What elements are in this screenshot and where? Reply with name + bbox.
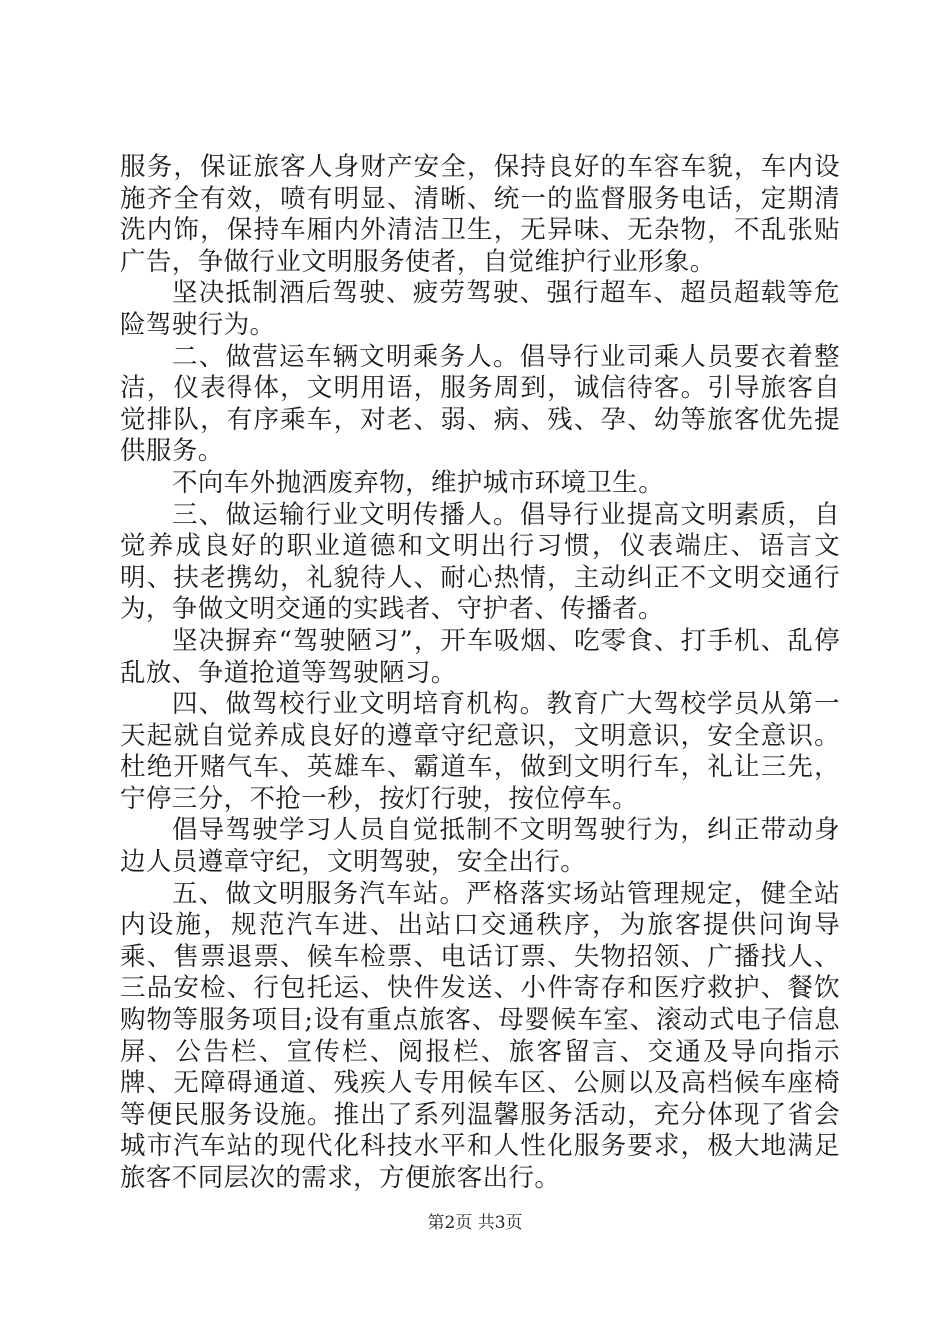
paragraph: 坚决抵制酒后驾驶、疲劳驾驶、强行超车、超员超载等危险驾驶行为。 [120,278,840,340]
paragraph-section-two: 二、做营运车辆文明乘务人。倡导行业司乘人员要衣着整洁，仪表得体，文明用语，服务周到，诚信待客。引导旅客自觉排队，有序乘车，对老、弱、病、残、孕、幼等旅客优先提供服务。 [120,341,840,467]
paragraph-continuation: 服务，保证旅客人身财产安全，保持良好的车容车貌，车内设施齐全有效，喷有明显、清晰、统一的监督服务电话，定期清洗内饰，保持车厢内外清洁卫生，无异味、无杂物，不乱张贴广告，争做行业文明服务使者，自觉维护行业形象。 [120,152,840,277]
paragraph-section-three: 三、做运输行业文明传播人。倡导行业提高文明素质，自觉养成良好的职业道德和文明出行习惯，仪表端庄、语言文明、扶老携幼，礼貌待人、耐心热情，主动纠正不文明交通行为，争做文明交通的实践者、守护者、传播者。 [120,499,840,625]
paragraph: 不向车外抛洒废弃物，维护城市环境卫生。 [172,467,665,498]
paragraph-section-five: 五、做文明服务汽车站。严格落实场站管理规定，健全站内设施，规范汽车进、出站口交通秩序，为旅客提供问询导乘、售票退票、候车检票、电话订票、失物招领、广播找人、三品安检、行包托运、快件发送、小件寄存和医疗救护、餐饮购物等服务项目;设有重点旅客、母婴候车室、滚动式电子信息屏、公告栏、宣传栏、阅报栏、旅客留言、交通及导向指示牌、无障碍通道、残疾人专用候车区、公厕以及高档候车座椅等便民服务设施。推出了系列温馨服务活动，充分体现了省会城市汽车站的现代化科技水平和人性化服务要求，极大地满足旅客不同层次的需求，方便旅客出行。 [120,878,840,1193]
document-body [120,152,840,1195]
page-footer: 第2页 共3页 [427,1213,523,1233]
paragraph-section-four: 四、做驾校行业文明培育机构。教育广大驾校学员从第一天起就自觉养成良好的遵章守纪意识，文明意识，安全意识。杜绝开赌气车、英雄车、霸道车，做到文明行车，礼让三先，宁停三分，不抢一秒，按灯行驶，按位停车。 [120,689,840,814]
paragraph: 倡导驾驶学习人员自觉抵制不文明驾驶行为，纠正带动身边人员遵章守纪，文明驾驶，安全出行。 [120,815,840,878]
paragraph: 坚决摒弃“驾驶陋习”，开车吸烟、吃零食、打手机、乱停乱放、争道抢道等驾驶陋习。 [120,625,840,688]
